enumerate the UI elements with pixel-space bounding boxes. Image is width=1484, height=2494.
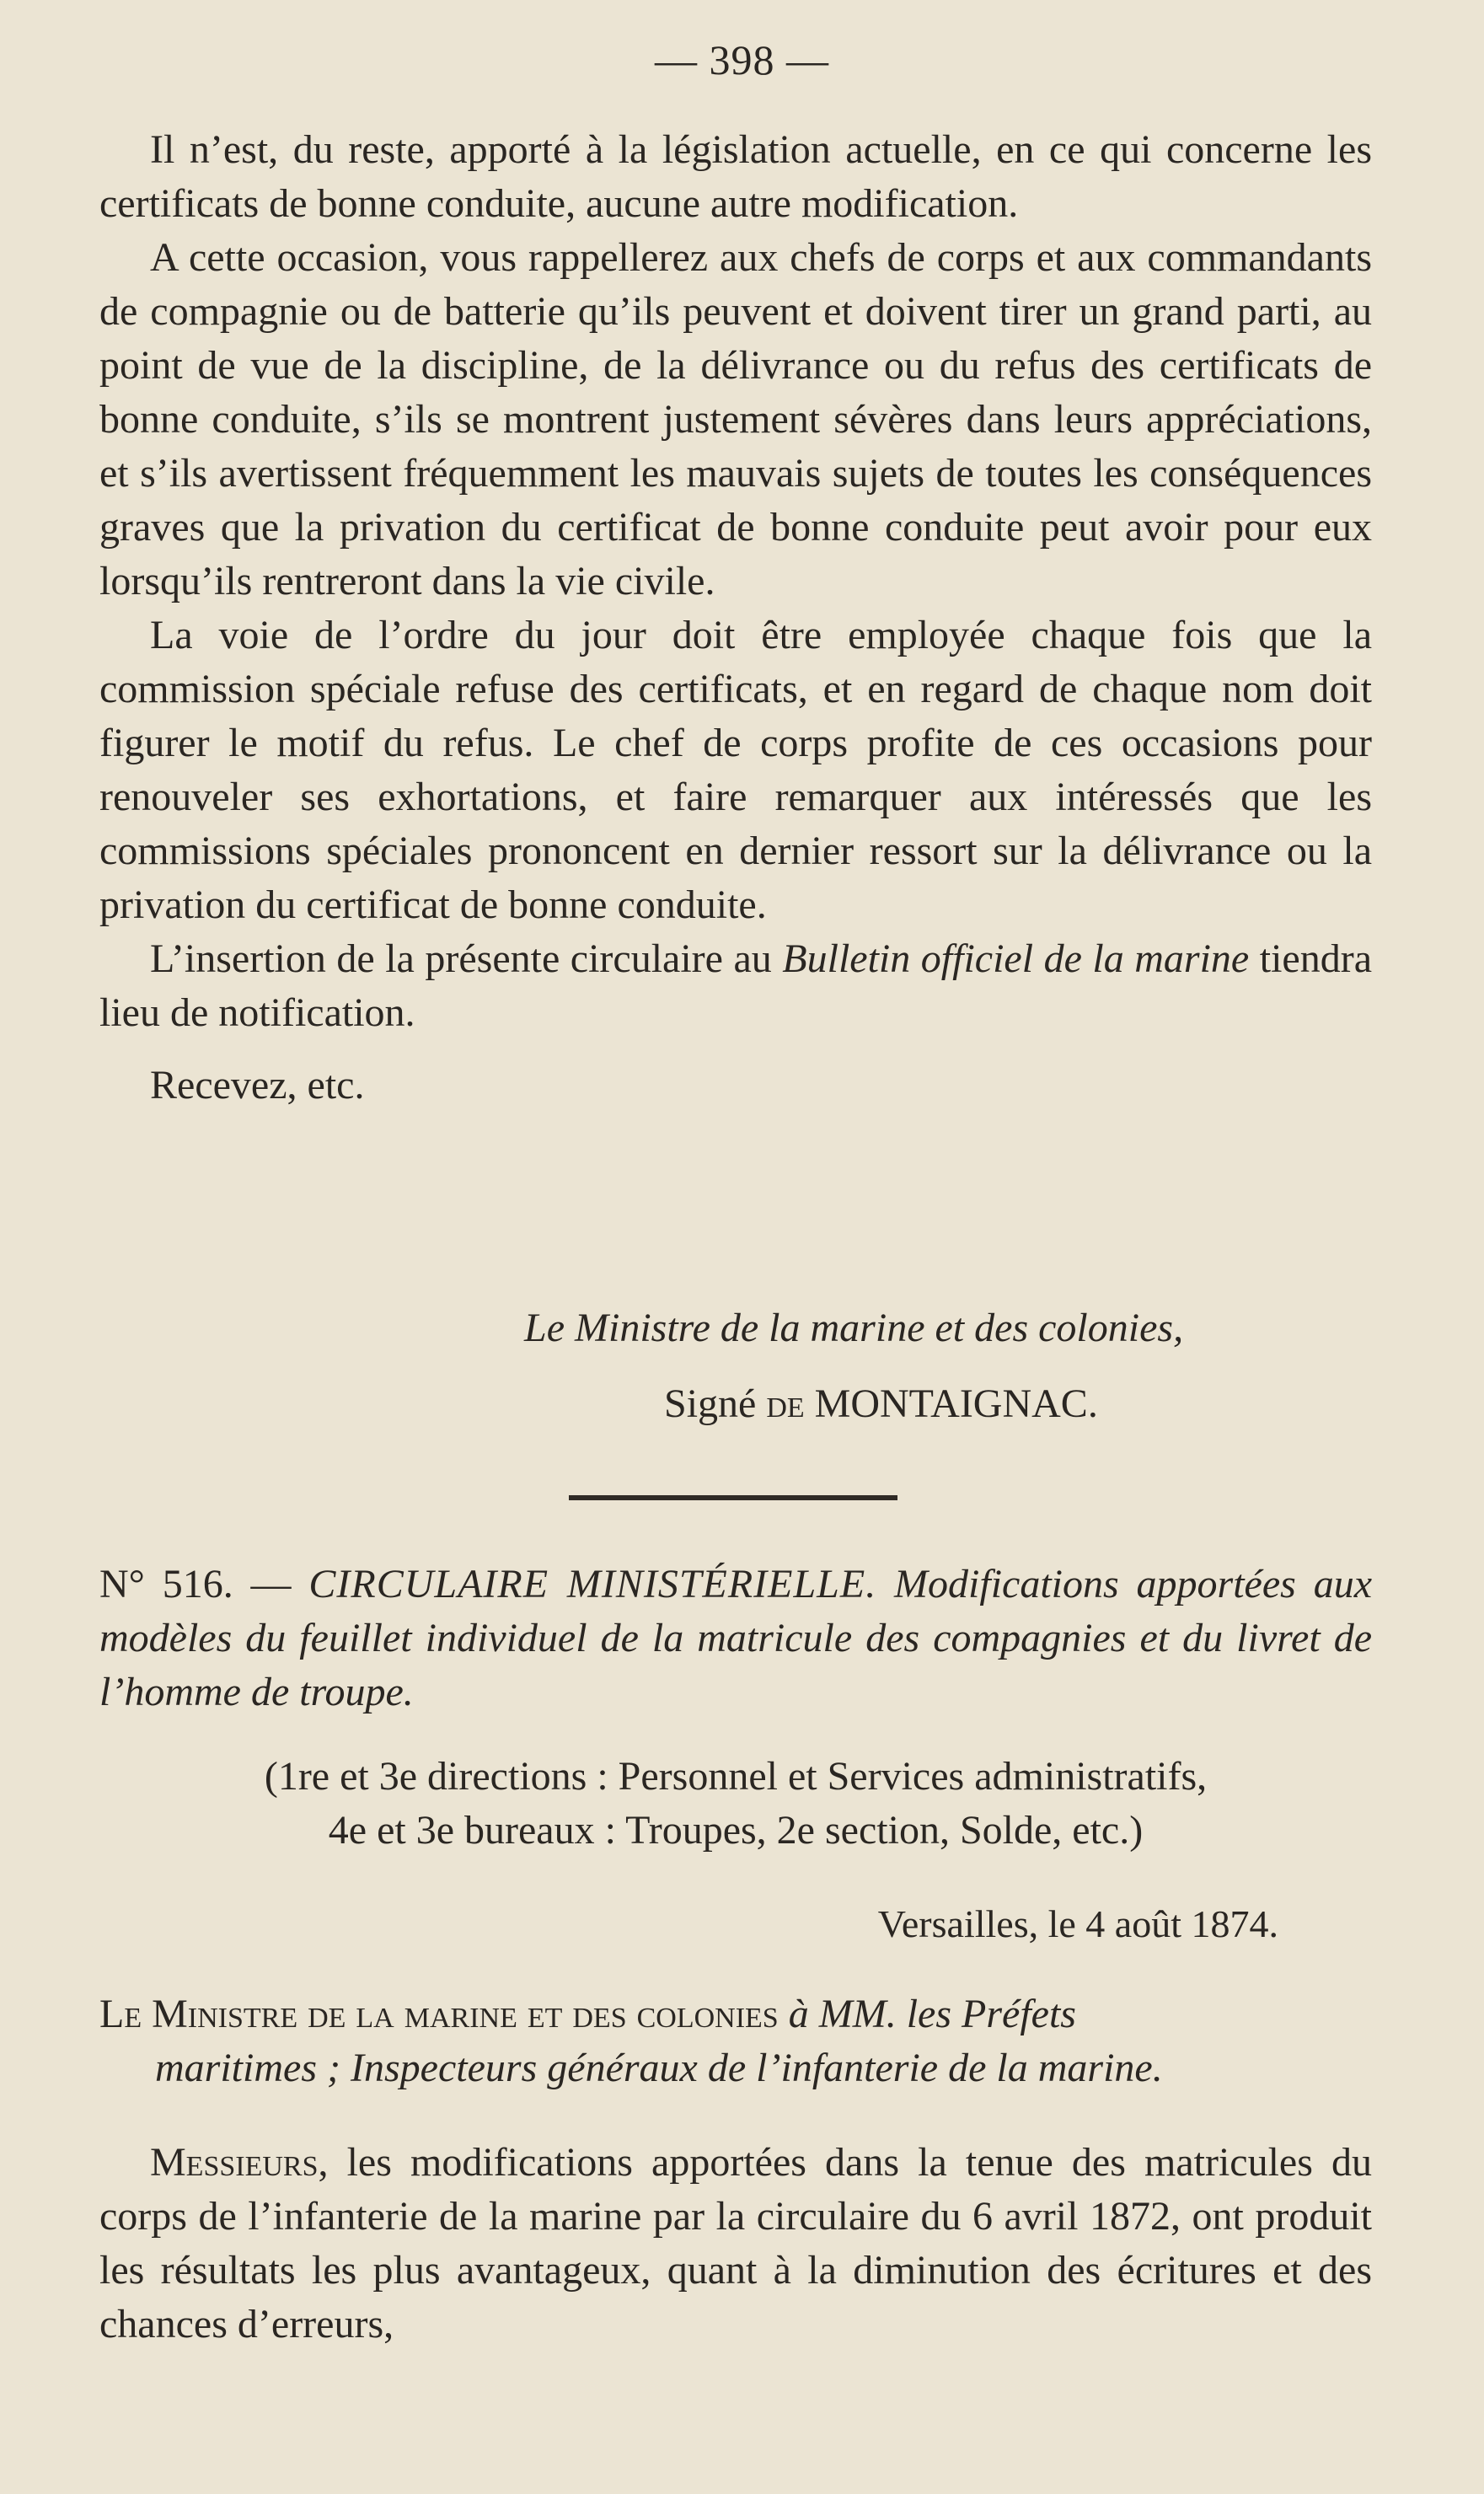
- section-divider: [569, 1495, 897, 1500]
- page-number: — 398 —: [655, 36, 829, 83]
- letter-date: Versailles, le 4 août 1874.: [877, 1902, 1278, 1945]
- directions-line-2: 4e et 3e bureaux : Troupes, 2e section, Solde, etc.): [328, 1808, 1144, 1853]
- message-body: [99, 2136, 1372, 2352]
- closing-line: Recevez, etc.: [150, 1063, 365, 1108]
- circular-type: CIRCULAIRE MINISTÉRIELLE.: [308, 1562, 877, 1606]
- directions-block: [99, 1750, 1372, 1858]
- paragraph-3: La voie de l’ordre du jour doit être employée chaque fois que la commission spéciale refuse des certificats, et en regard de chaque nom doit figurer le motif du refus. Le chef de corps profite de ces occasions pour renouveler ses exhortations, et faire remarquer aux intéressés que les commissions spéciales prononcent en dernier ressort sur la délivrance ou la privation du certificat de bonne conduite.: [99, 613, 1372, 927]
- signature-name: [664, 1381, 1098, 1427]
- circular-subject: Modifications apportées aux modèles du feuillet individuel de la matricule des compagnies et du livret de l’homme de troupe.: [99, 1562, 1372, 1714]
- message-text: , les modifications apportées dans la tenue des matricules du corps de l’infanterie de la marine par la circulaire du 6 avril 1872, ont produit les résultats les plus avantageux, quant à la diminution des écritures et des chances d’erreurs,: [99, 2140, 1372, 2347]
- paragraph-1: Il n’est, du reste, apporté à la législation actuelle, en ce qui concerne les certificats de bonne conduite, aucune autre modification.: [99, 127, 1372, 226]
- message-paragraph: [99, 2136, 1372, 2352]
- signature-particle: de: [766, 1381, 805, 1426]
- signed-word: Signé: [664, 1381, 757, 1426]
- paragraph-4-end: tiendra lieu de notification.: [99, 936, 1373, 1035]
- addressee-sender: Le Ministre de la marine et des colonies: [99, 1992, 779, 2036]
- circular-number: N° 516. —: [99, 1562, 309, 1606]
- salutation: Messieurs: [150, 2140, 319, 2185]
- paragraph-2: A cette occasion, vous rappellerez aux chefs de corps et aux commandants de compagnie ou de batterie qu’ils peuvent et doivent tirer un grand parti, au point de vue de la discipline, de la délivrance ou du refus des certificats de bonne conduite, s’ils se montrent justement sévères dans leurs appréciations, et s’ils avertissent fréquemment les mauvais sujets de toutes les conséquences graves que la privation du certificat de bonne conduite peut avoir pour eux lorsqu’ils rentreront dans la vie civile.: [99, 235, 1372, 603]
- paragraph-4-start: L’insertion de la présente circulaire au: [150, 936, 783, 981]
- addressee-line: [99, 1987, 1372, 2095]
- circular-heading: [99, 1558, 1372, 1719]
- letter-body: [99, 123, 1372, 1113]
- paragraph-4: [99, 932, 1372, 1040]
- bulletin-title: Bulletin officiel de la marine: [782, 936, 1250, 981]
- signature-title: Le Ministre de la marine et des colonies,: [524, 1306, 1184, 1350]
- addressee-recipients-cont: maritimes ; Inspecteurs généraux de l’infanterie de la marine.: [155, 2046, 1163, 2090]
- minister-name: MONTAIGNAC.: [814, 1381, 1098, 1426]
- addressee-recipients: à MM. les Préfets: [778, 1992, 1076, 2036]
- directions-line-1: (1re et 3e directions : Personnel et Services administratifs,: [264, 1754, 1208, 1799]
